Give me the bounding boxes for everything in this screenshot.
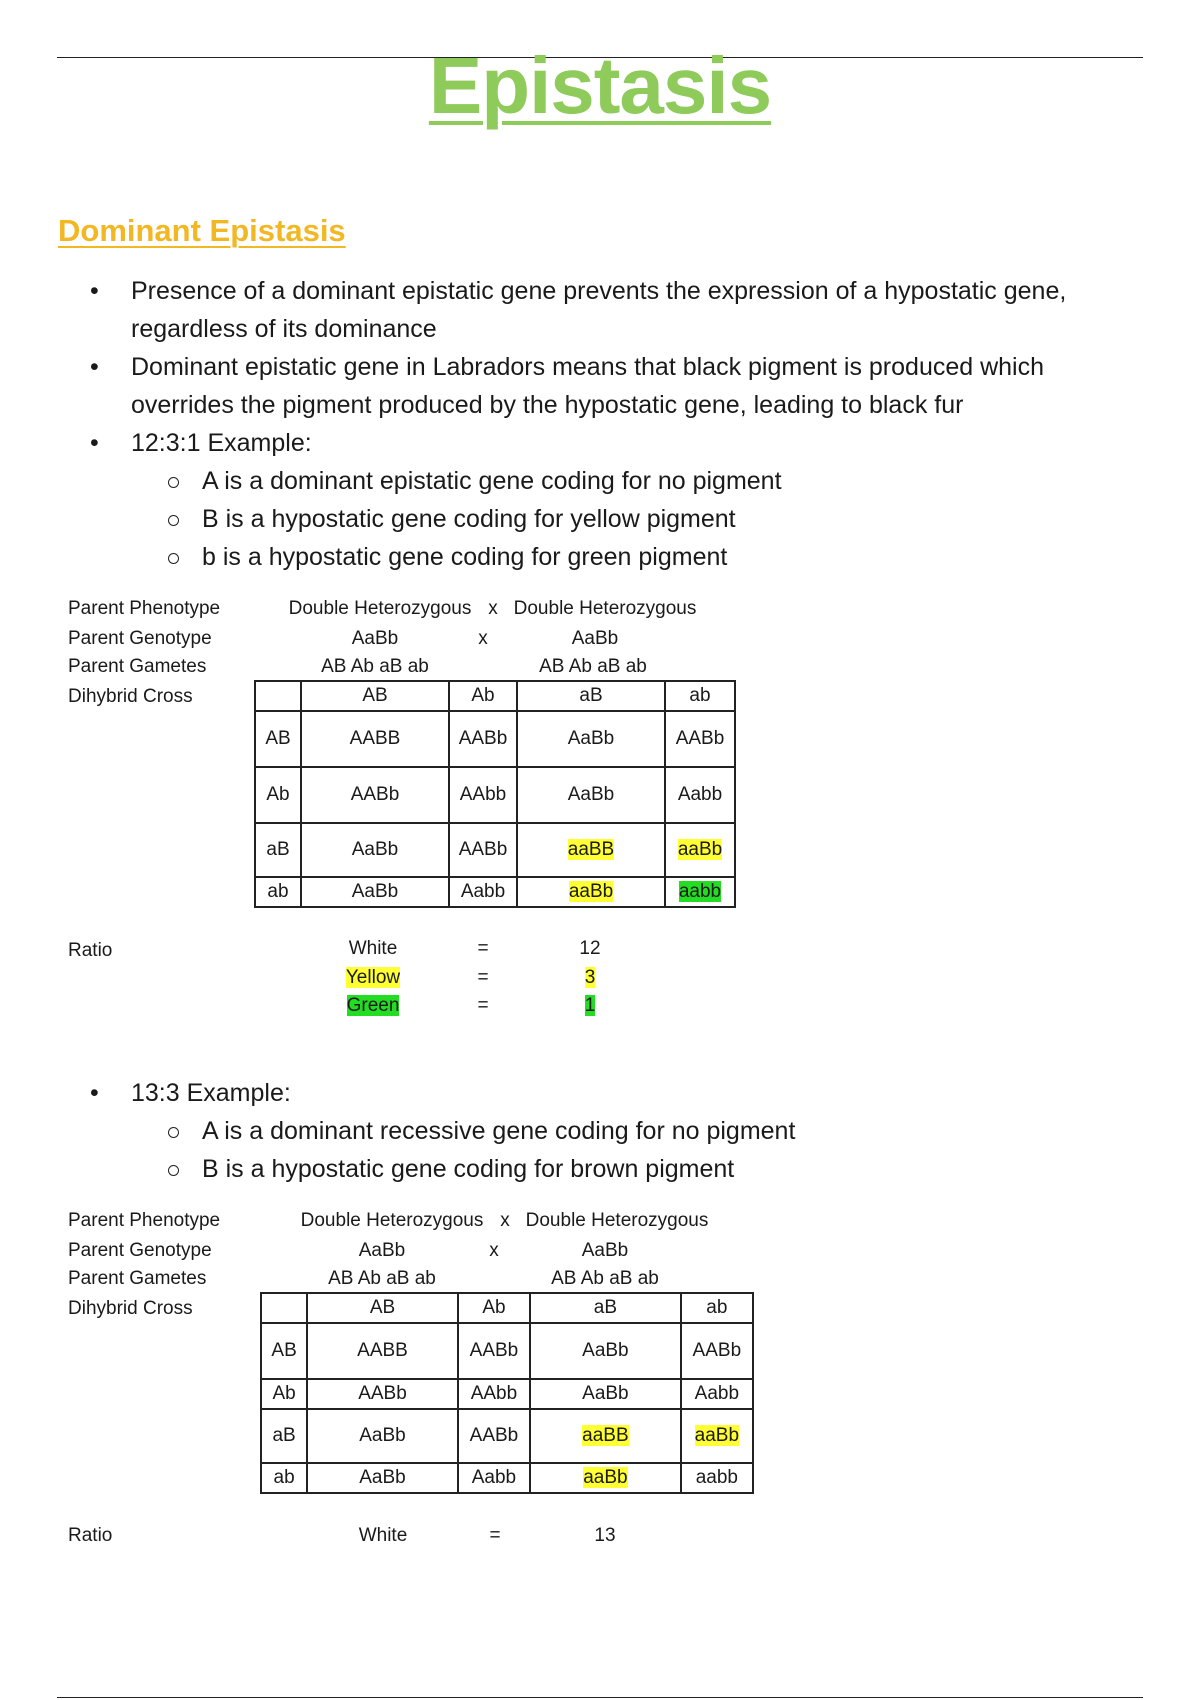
bullet-list-top xyxy=(90,272,1130,576)
sub-bullet-item: B is a hypostatic gene coding for brown pigment xyxy=(90,1150,1130,1188)
punnett-row-head: aB xyxy=(255,823,301,877)
punnett-row-head: ab xyxy=(255,877,301,907)
highlight-yellow: aaBB xyxy=(567,839,615,860)
punnett-header: AB xyxy=(307,1293,458,1323)
label-dihybrid-cross: Dihybrid Cross xyxy=(68,686,193,707)
ratio-eq: = xyxy=(477,967,489,988)
punnett-cell: AaBb xyxy=(530,1379,681,1409)
ratio-value: 13 xyxy=(594,1525,616,1546)
sub-bullet-item: A is a dominant recessive gene coding for no pigment xyxy=(90,1112,1130,1150)
section-heading: Dominant Epistasis xyxy=(58,213,346,248)
punnett-cell xyxy=(665,823,735,877)
cross1-gametes-right: AB Ab aB ab xyxy=(539,656,647,677)
cross2-phenotype-left: Double Heterozygous xyxy=(300,1210,484,1231)
cross1-gametes-left: AB Ab aB ab xyxy=(321,656,429,677)
ratio-label: White xyxy=(358,1525,408,1546)
punnett-row-head: Ab xyxy=(255,767,301,823)
punnett-row-head: aB xyxy=(261,1409,307,1463)
cross2-phenotype-x: x xyxy=(500,1210,510,1231)
cross2-gametes-right: AB Ab aB ab xyxy=(551,1268,659,1289)
page-title: Epistasis xyxy=(428,41,772,130)
punnett-cell: AAbb xyxy=(449,767,517,823)
highlight-green: aabb xyxy=(678,881,722,902)
punnett-cell: Aabb xyxy=(458,1463,530,1493)
punnett-cell: AABb xyxy=(458,1409,530,1463)
ratio-label: Green xyxy=(346,995,400,1016)
label-parent-gametes: Parent Gametes xyxy=(68,656,207,677)
punnett-cell: AaBb xyxy=(301,823,449,877)
cross1-phenotype-right: Double Heterozygous xyxy=(513,598,697,619)
sub-bullet-item: A is a dominant epistatic gene coding for no pigment xyxy=(90,462,1130,500)
ratio-label: Yellow xyxy=(345,967,401,988)
punnett-cell: AaBb xyxy=(307,1409,458,1463)
highlight-yellow: aaBb xyxy=(694,1425,740,1446)
ratio-value: 12 xyxy=(579,938,601,959)
punnett-row-head: AB xyxy=(255,711,301,767)
cross1-phenotype-left: Double Heterozygous xyxy=(288,598,472,619)
ratio-eq: = xyxy=(477,938,489,959)
punnett-cell: AABb xyxy=(449,711,517,767)
punnett-cell: AaBb xyxy=(530,1323,681,1379)
punnett-row-head: AB xyxy=(261,1323,307,1379)
punnett-cell: AaBb xyxy=(307,1463,458,1493)
sub-bullet-item: B is a hypostatic gene coding for yellow pigment xyxy=(90,500,1130,538)
punnett-cell: AABB xyxy=(301,711,449,767)
bottom-rule xyxy=(57,1697,1143,1698)
punnett-header: ab xyxy=(665,681,735,711)
highlight-yellow: aaBB xyxy=(582,1425,629,1446)
punnett-cell: Aabb xyxy=(449,877,517,907)
cross2-phenotype-right: Double Heterozygous xyxy=(525,1210,709,1231)
punnett-square-1 xyxy=(254,680,736,908)
ratio-value: 3 xyxy=(584,967,596,988)
bullet-item: • Presence of a dominant epistatic gene prevents the expression of a hypostatic gene, regardless of its dominance xyxy=(90,272,1130,348)
punnett-corner xyxy=(255,681,301,711)
highlight-yellow: aaBb xyxy=(677,839,723,860)
punnett-cell: AaBb xyxy=(517,767,665,823)
bullet-list-second xyxy=(90,1074,1130,1188)
punnett-header: ab xyxy=(681,1293,753,1323)
punnett-cell xyxy=(665,877,735,907)
punnett-cell: Aabb xyxy=(665,767,735,823)
cross2-gametes-left: AB Ab aB ab xyxy=(328,1268,436,1289)
punnett-cell: AABb xyxy=(681,1323,753,1379)
ratio-eq: = xyxy=(477,995,489,1016)
punnett-cell: AABb xyxy=(301,767,449,823)
cross2-genotype-right: AaBb xyxy=(581,1240,629,1261)
punnett-cell xyxy=(530,1409,681,1463)
label-ratio: Ratio xyxy=(68,1525,113,1546)
punnett-cell: AABb xyxy=(449,823,517,877)
highlight-yellow: aaBb xyxy=(583,1467,628,1488)
punnett-row-head: Ab xyxy=(261,1379,307,1409)
label-parent-phenotype: Parent Phenotype xyxy=(68,1210,221,1231)
cross1-phenotype-x: x xyxy=(488,598,498,619)
punnett-cell: AAbb xyxy=(458,1379,530,1409)
ratio-eq: = xyxy=(489,1525,501,1546)
cross1-genotype-left: AaBb xyxy=(351,628,399,649)
label-parent-phenotype: Parent Phenotype xyxy=(68,598,221,619)
punnett-header: Ab xyxy=(458,1293,530,1323)
cross1-genotype-x: x xyxy=(478,628,488,649)
ratio-label: White xyxy=(348,938,398,959)
punnett-cell: aabb xyxy=(681,1463,753,1493)
punnett-row-head: ab xyxy=(261,1463,307,1493)
label-parent-genotype: Parent Genotype xyxy=(68,628,212,649)
punnett-cell xyxy=(530,1463,681,1493)
cross2-genotype-left: AaBb xyxy=(358,1240,406,1261)
highlight-yellow: aaBb xyxy=(568,881,614,902)
cross2-genotype-x: x xyxy=(489,1240,499,1261)
label-parent-gametes: Parent Gametes xyxy=(68,1268,207,1289)
punnett-header: aB xyxy=(530,1293,681,1323)
bullet-item: • 12:3:1 Example: xyxy=(90,424,1130,462)
label-ratio: Ratio xyxy=(68,940,113,961)
ratio-value: 1 xyxy=(584,995,596,1016)
bullet-item: • 13:3 Example: xyxy=(90,1074,1130,1112)
sub-bullet-item: b is a hypostatic gene coding for green pigment xyxy=(90,538,1130,576)
punnett-corner xyxy=(261,1293,307,1323)
punnett-cell: Aabb xyxy=(681,1379,753,1409)
label-dihybrid-cross: Dihybrid Cross xyxy=(68,1298,193,1319)
punnett-header: aB xyxy=(517,681,665,711)
punnett-cell: AABb xyxy=(307,1379,458,1409)
punnett-cell xyxy=(517,877,665,907)
punnett-header: AB xyxy=(301,681,449,711)
punnett-header: Ab xyxy=(449,681,517,711)
punnett-cell: AaBb xyxy=(301,877,449,907)
punnett-cell: AaBb xyxy=(517,711,665,767)
punnett-cell: AABb xyxy=(458,1323,530,1379)
punnett-cell: AABB xyxy=(307,1323,458,1379)
punnett-cell: AABb xyxy=(665,711,735,767)
label-parent-genotype: Parent Genotype xyxy=(68,1240,212,1261)
punnett-cell xyxy=(681,1409,753,1463)
punnett-cell xyxy=(517,823,665,877)
cross1-genotype-right: AaBb xyxy=(571,628,619,649)
bullet-item: • Dominant epistatic gene in Labradors means that black pigment is produced which overrides the pigment produced by the hypostatic gene, leading to black fur xyxy=(90,348,1130,424)
punnett-square-2 xyxy=(260,1292,754,1494)
